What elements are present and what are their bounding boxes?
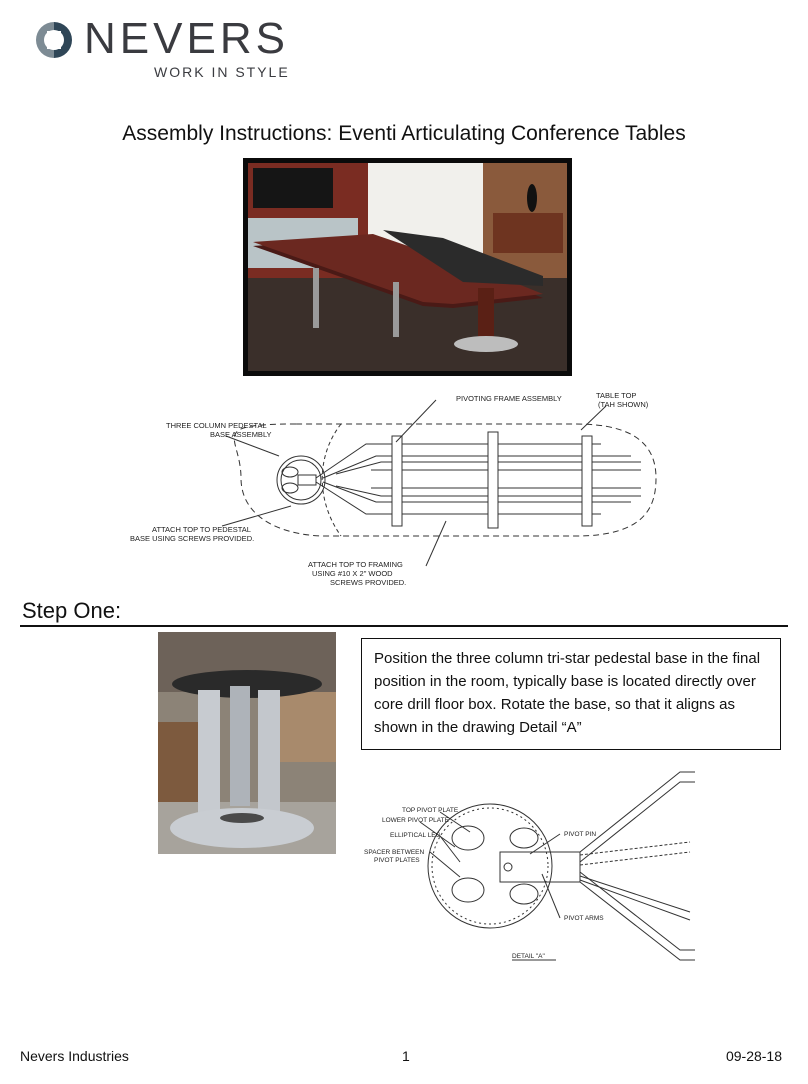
plan-label-pivoting: PIVOTING FRAME ASSEMBLY [456, 394, 562, 403]
detail-label-pin: PIVOT PIN [564, 831, 597, 838]
plan-label-attach-framing-line2: USING #10 X 2" WOOD [312, 569, 393, 578]
detail-label-arms: PIVOT ARMS [564, 915, 604, 922]
nevers-emblem-icon [34, 20, 74, 60]
section-divider [20, 625, 788, 627]
table-plan-drawing [126, 386, 666, 586]
plan-label-tabletop-line1: TABLE TOP [596, 391, 637, 400]
detail-label-spacer-line2: PIVOT PLATES [374, 857, 420, 864]
logo-wordmark: NEVERS [84, 14, 289, 63]
plan-label-attach-pedestal-line2: BASE USING SCREWS PROVIDED. [130, 534, 255, 543]
step-one-instructions: Position the three column tri-star pedestal base in the final position in the room, typically base is located directly over core drill floor box. Rotate the base, so that it aligns as shown in the drawing Detail “A” [361, 638, 781, 750]
detail-label-spacer-line1: SPACER BETWEEN [364, 849, 425, 856]
pedestal-base-photo [158, 632, 336, 854]
plan-label-tabletop-line2: (TAH SHOWN) [598, 400, 649, 409]
detail-title: DETAIL "A" [512, 953, 545, 960]
footer-company: Nevers Industries [20, 1048, 129, 1064]
footer-page-number: 1 [402, 1048, 410, 1064]
logo-tagline: WORK IN STYLE [154, 64, 290, 80]
page-title: Assembly Instructions: Eventi Articulating Conference Tables [122, 122, 686, 145]
plan-label-pedestal-line2: BASE ASSEMBLY [210, 430, 272, 439]
plan-label-attach-framing-line1: ATTACH TOP TO FRAMING [308, 560, 403, 569]
detail-label-top-plate: TOP PIVOT PLATE [402, 807, 459, 814]
nevers-logo [34, 14, 314, 94]
detail-label-lower-plate: LOWER PIVOT PLATE [382, 817, 449, 824]
plan-label-pedestal-line1: THREE COLUMN PEDESTAL [166, 421, 267, 430]
step-heading: Step One: [22, 598, 122, 623]
conference-table-photo [243, 158, 572, 376]
detail-label-leg: ELLIPTICAL LEG [390, 832, 441, 839]
footer-date: 09-28-18 [725, 1048, 782, 1064]
detail-a-drawing [360, 762, 790, 972]
plan-label-attach-pedestal-line1: ATTACH TOP TO PEDESTAL [152, 525, 251, 534]
plan-label-attach-framing-line3: SCREWS PROVIDED. [330, 578, 407, 586]
